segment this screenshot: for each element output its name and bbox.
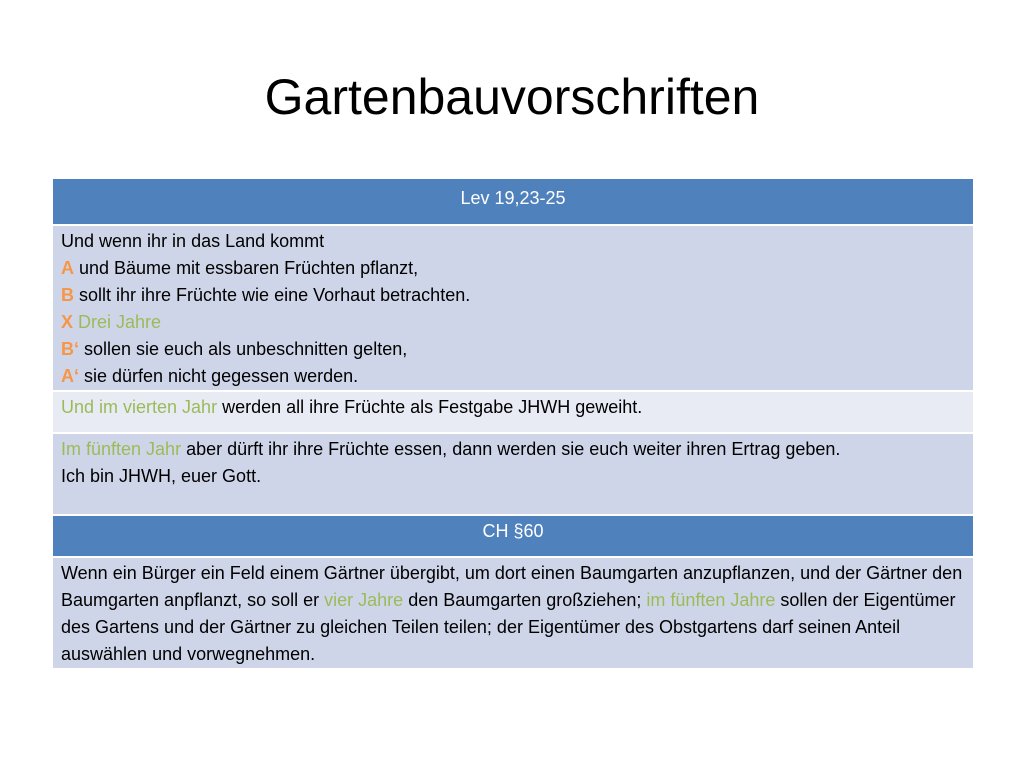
lev-line-b2	[61, 336, 965, 363]
lev-row-3	[53, 433, 973, 515]
marker-a2: A‘	[61, 366, 79, 386]
line-a-text: und Bäume mit essbaren Früchten pflanzt,	[74, 258, 419, 278]
comparison-table	[53, 179, 973, 670]
fourth-year-text: werden all ihre Früchte als Festgabe JHWH geweiht.	[217, 397, 643, 417]
ch-cell	[53, 557, 973, 669]
marker-x: X	[61, 312, 74, 332]
lev-header-row	[53, 179, 973, 225]
ch-header: CH §60	[53, 515, 973, 557]
lev-line-b	[61, 282, 965, 309]
lev-cell-2	[53, 391, 973, 433]
lev-line-x	[61, 309, 965, 336]
fifth-year-text: aber dürft ihr ihre Früchte essen, dann werden sie euch weiter ihren Ertrag geben.	[181, 439, 841, 459]
marker-b2: B‘	[61, 339, 79, 359]
ch-text-2: den Baumgarten großziehen;	[403, 590, 647, 610]
lev-cell-3	[53, 433, 973, 515]
fourth-year-highlight: Und im vierten Jahr	[61, 397, 218, 417]
slide-title: Gartenbauvorschriften	[264, 69, 760, 125]
lev-header: Lev 19,23-25	[53, 179, 973, 225]
ch-text-3: sollen der Eigentümer des Gartens und der Gärtner zu gleichen Teilen teilen; der Eigentümer des Obstgartens darf seinen Anteil auswählen und vorwegnehmen.	[61, 590, 956, 664]
ch-highlight-2: im fünften Jahre	[646, 590, 776, 610]
marker-b: B	[61, 285, 74, 305]
lev-closing-line: Ich bin JHWH, euer Gott.	[61, 466, 262, 486]
lev-line-a	[61, 255, 965, 282]
ch-header-row	[53, 515, 973, 557]
ch-text-1: Wenn ein Bürger ein Feld einem Gärtner übergibt, um dort einen Baumgarten anzupflanzen, und der Gärtner den Baumgarten anpflanzt, so soll er	[61, 563, 963, 610]
line-x-text: Drei Jahre	[73, 312, 162, 332]
ch-row	[53, 557, 973, 669]
line-a2-text: sie dürfen nicht gegessen werden.	[79, 366, 359, 386]
marker-a: A	[61, 258, 74, 278]
lev-line-a2	[61, 363, 965, 390]
lev-row-1	[53, 225, 973, 391]
lev-row-2	[53, 391, 973, 433]
line-b2-text: sollen sie euch als unbeschnitten gelten,	[79, 339, 408, 359]
lev-line-1: Und wenn ihr in das Land kommt	[61, 231, 325, 251]
lev-cell-1	[53, 225, 973, 391]
line-b-text: sollt ihr ihre Früchte wie eine Vorhaut betrachten.	[74, 285, 471, 305]
fifth-year-highlight: Im fünften Jahr	[61, 439, 182, 459]
ch-highlight-1: vier Jahre	[324, 590, 404, 610]
